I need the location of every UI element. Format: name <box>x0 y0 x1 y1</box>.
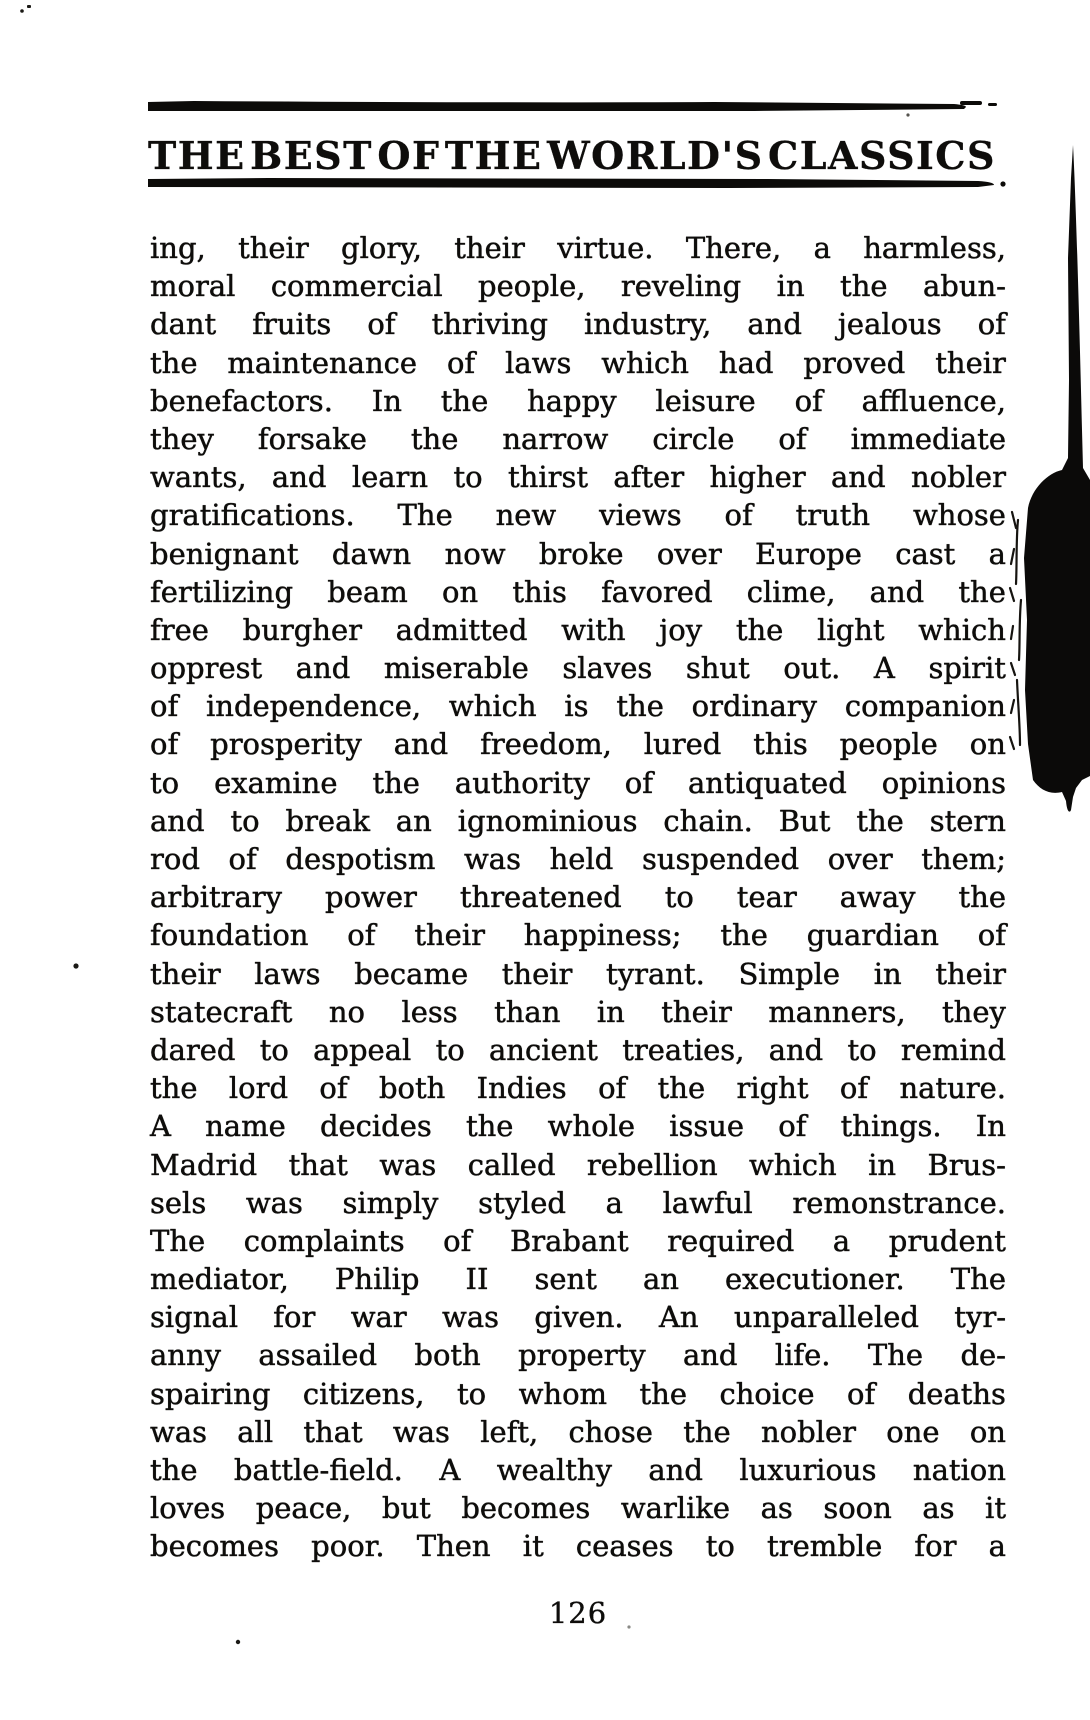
text-line: rod of despotism was held suspended over them; <box>150 842 1006 876</box>
text-line: foundation of their happiness; the guardian of <box>150 918 1006 953</box>
text-line: statecraft no less than in their manners, they <box>150 994 1006 1029</box>
header-word: THE <box>148 133 246 178</box>
text-line: sels was simply styled a lawful remonstrance. <box>150 1185 1006 1220</box>
text-line: to examine the authority of antiquated opinions <box>150 765 1006 800</box>
text-line: benignant dawn now broke over Europe cast a <box>150 536 1006 571</box>
text-line: free burgher admitted with joy the light which <box>150 612 1006 647</box>
text-line: dared to appeal to ancient treaties, and to remind <box>150 1032 1006 1067</box>
text-line: gratifications. The new views of truth whose <box>150 498 1006 533</box>
text-line: spairing citizens, to whom the choice of deaths <box>150 1376 1006 1411</box>
text-line: anny assailed both property and life. The de- <box>150 1338 1006 1373</box>
text-line: their laws became their tyrant. Simple in their <box>150 956 1006 991</box>
text-line: fertilizing beam on this favored clime, and the <box>150 574 1006 609</box>
text-line: and to break an ignominious chain. But the stern <box>150 803 1006 838</box>
text-line: The complaints of Brabant required a prudent <box>150 1223 1006 1258</box>
text-line: ing, their glory, their virtue. There, a harmless, <box>150 231 1006 265</box>
text-line: the battle-field. A wealthy and luxurious nation <box>150 1453 1006 1487</box>
text-line: of prosperity and freedom, lured this people on <box>150 727 1006 762</box>
text-line: was all that was left, chose the nobler one on <box>150 1414 1006 1449</box>
text-line: wants, and learn to thirst after higher and nobler <box>150 460 1006 495</box>
text-line: loves peace, but becomes warlike as soon as it <box>150 1491 1006 1526</box>
text-line: A name decides the whole issue of things. In <box>150 1109 1006 1144</box>
running-header-title <box>148 133 996 178</box>
text-line: Madrid that was called rebellion which in Brus- <box>150 1147 1006 1182</box>
text-line: the lord of both Indies of the right of nature. <box>150 1071 1006 1106</box>
text-line: of independence, which is the ordinary companion <box>150 689 1006 724</box>
header-rule-bottom <box>148 178 1006 188</box>
body-text <box>150 229 1006 1566</box>
page-number: 126 <box>548 1596 608 1630</box>
text-line: signal for war was given. An unparalleled tyr- <box>150 1300 1006 1335</box>
text-line: arbitrary power threatened to tear away the <box>150 880 1006 915</box>
text-line: benefactors. In the happy leisure of affluence, <box>150 383 1006 418</box>
header-word: BEST <box>250 133 373 178</box>
header-word: THE <box>444 133 543 178</box>
text-line: mediator, Philip II sent an executioner. The <box>150 1262 1006 1297</box>
text-line: becomes poor. Then it ceases to tremble for a <box>150 1529 1006 1564</box>
text-line: moral commercial people, reveling in the abun- <box>150 269 1006 304</box>
scan-scratch-marks <box>1010 512 1021 749</box>
text-line: opprest and miserable slaves shut out. A spirit <box>150 651 1006 686</box>
header-word: WORLD'S <box>546 133 764 178</box>
text-line: the maintenance of laws which had proved their <box>150 345 1006 380</box>
text-line: they forsake the narrow circle of immediate <box>150 421 1006 456</box>
header-word: CLASSICS <box>768 133 996 178</box>
header-rule-top <box>148 101 997 111</box>
gutter-shadow-streak-blob <box>1024 145 1090 812</box>
header-word: OF <box>377 133 441 178</box>
text-line: dant fruits of thriving industry, and jealous of <box>150 307 1006 342</box>
